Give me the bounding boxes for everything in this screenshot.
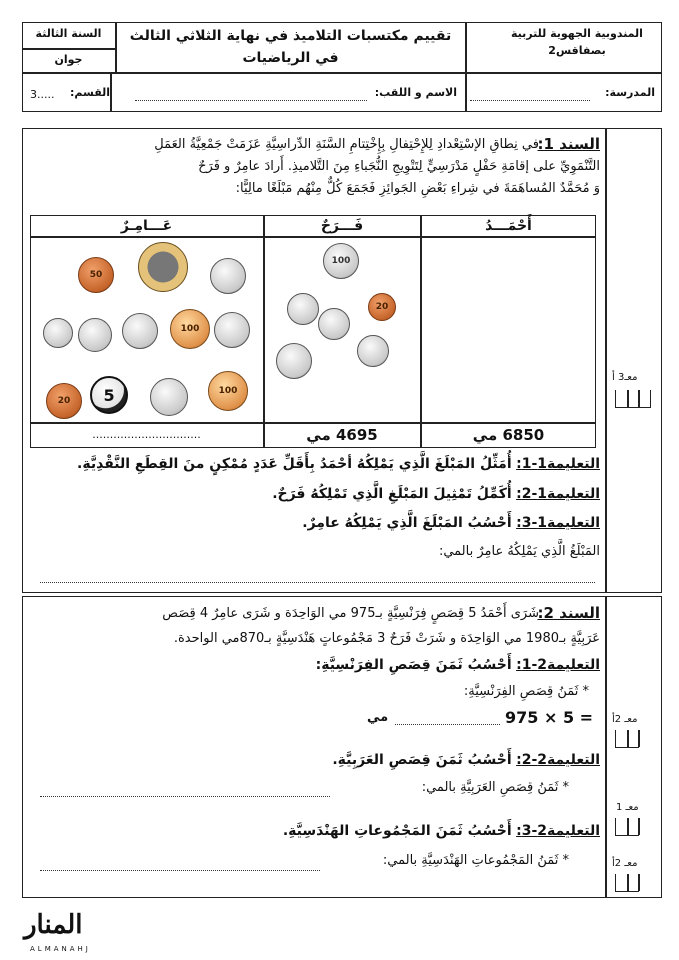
name-label: الاسم و اللقب: — [374, 86, 457, 99]
coin-farah-5 — [357, 335, 389, 367]
instruction-1-3-label: التعليمة1-3: — [516, 515, 600, 531]
coin-amer-5 — [122, 313, 158, 349]
instruction-2-2 — [332, 752, 600, 768]
coin-farah-0: 100 — [323, 243, 359, 279]
month-label: جوان — [54, 53, 83, 66]
section2-score-label-2: معـ 1 — [616, 802, 639, 813]
section1-score-label: معـ3 أ — [612, 372, 638, 383]
section2-score-boxes-3[interactable] — [615, 874, 639, 892]
coin-amer-10: 5 — [90, 376, 128, 414]
amount-ahmed: 6850 مي — [472, 426, 545, 444]
coin-amer-11 — [150, 378, 188, 416]
coin-amer-13: 100 — [208, 371, 248, 411]
exam-subject: في الرياضيات — [242, 50, 339, 66]
section2-text-1: شَرَى أَحْمَدُ 5 قِصَصٍ فِرَنْسِيَّةٍ بـ975 مي الوَاحِدَة و شَرَى عامِرٌ 4 قِصَص — [162, 606, 539, 621]
item-2-1: * ثَمَنُ قِصَصِ الفِرَنْسِيَّةِ: — [463, 684, 589, 699]
coin-farah-2 — [318, 308, 350, 340]
answer-field-2-3[interactable] — [40, 870, 320, 871]
instruction-2-1-text: أَحْسُبُ ثَمَنَ قِصَصِ الفِرَنْسِيَّةِ: — [315, 657, 512, 673]
header-farah: فَـــرَحٌ — [320, 218, 364, 234]
section1-text-3: وَ مُحَمَّدٌ المُساهَمَةَ في شِراءِ بَعْضِ الجَوائِزِ فَجَمَعَ كُلٌّ مِنْهُم مَبْلَغًا مالِيًّا: — [235, 181, 600, 196]
instruction-1-2-label: التعليمة1-2: — [516, 486, 600, 502]
instruction-1-2-text: أُكَمِّلُ تَمْثِيلَ المَبْلَغِ الَّذِي تَمْلِكُهُ فَرَحٌ. — [272, 486, 512, 502]
coin-amer-2 — [210, 258, 246, 294]
instruction-1-3 — [302, 515, 600, 531]
section2-score-label-3: معـ 2أ — [612, 858, 638, 869]
instruction-1-1-label: التعليمة1-1: — [516, 456, 600, 472]
section1-label: السند 1: — [537, 135, 600, 153]
coin-farah-4 — [276, 343, 312, 379]
class-label: القسم: — [70, 86, 111, 99]
section2-score-label-1: معـ 2أ — [612, 714, 638, 725]
school-label: المدرسة: — [605, 86, 655, 99]
instruction-1-1 — [77, 456, 600, 472]
class-value[interactable]: 3..... — [30, 88, 55, 101]
coin-amer-6: 100 — [170, 309, 210, 349]
instruction-1-2 — [272, 486, 600, 502]
exam-title: تقييم مكتسبات التلاميذ في نهاية الثلاثي الثالث — [129, 28, 452, 44]
year-label: السنة الثالثة — [35, 27, 102, 40]
equation-2-1: 975 × 5 = — [505, 708, 594, 727]
region-text: بصفاقس2 — [548, 44, 606, 57]
instruction-2-3 — [283, 823, 600, 839]
name-field[interactable] — [135, 100, 367, 101]
instruction-1-1-text: أُمَثِّلُ المَبْلَغَ الَّذِي يَمْلِكُهُ أحْمَدُ بِأَقَلِّ عَدَدٍ مُمْكِنٍ منَ القِطَعِ النَّقْدِيَّةِ. — [77, 456, 512, 472]
amount-amer-field[interactable]: ............................... — [92, 428, 201, 441]
instruction-2-2-label: التعليمة2-2: — [516, 752, 600, 768]
school-field[interactable] — [470, 100, 590, 101]
section1-text-1: في نِطاقِ الإسْتِعْدادِ لِلإِحْتِفالِ بِإِخْتِتامِ السَّنَةِ الدِّراسِيَّةِ عَزَمَتْ جَمْعِيَّةُ العَمَلِ — [154, 137, 539, 152]
instruction-2-2-text: أَحْسُبُ ثَمَنَ قِصَصِ العَرَبِيَّةِ. — [332, 752, 512, 768]
item-2-3: * ثَمَنُ المَجْمُوعاتِ الهَنْدَسِيَّةِ بالمي: — [382, 853, 569, 868]
section1-score-boxes[interactable] — [615, 390, 651, 408]
header-ahmed: أَحْمَـــدُ — [485, 218, 532, 234]
section2-score-boxes-1[interactable] — [615, 730, 639, 748]
section2-text-2: عَرَبِيَّةٍ بـ1980 مي الوَاحِدَة و شَرَتْ فَرَحٌ 3 مَجْمُوعاتٍ هَنْدَسِيَّةٍ بـ870مي الواحدة. — [173, 631, 600, 646]
coin-amer-0: 50 — [78, 257, 114, 293]
coin-farah-1 — [287, 293, 319, 325]
answer-field-2-1[interactable] — [395, 724, 500, 725]
item-2-2: * ثَمَنُ قِصَصِ العَرَبِيَّةِ بالمي: — [421, 780, 569, 795]
section1-text-2: التَّنْمَوِيِّ على إقامَةِ حَفْلٍ مَدْرَسِيٍّ لِتَتْوِيجِ النُّجَباءِ مِنَ التَّلاميذِ. أَرادَ عامِرٌ و فَرَحٌ — [198, 159, 600, 174]
section2-score-boxes-2[interactable] — [615, 818, 639, 836]
coin-amer-3 — [43, 318, 73, 348]
coin-amer-1 — [138, 242, 188, 292]
coin-amer-7 — [214, 312, 250, 348]
authority-text: المندوبية الجهوية للتربية — [511, 27, 643, 40]
amount-farah: 4695 مي — [306, 426, 378, 444]
answer-field-2-2[interactable] — [40, 796, 330, 797]
instruction-2-3-text: أَحْسُبُ ثَمَنَ المَجْمُوعاتِ الهَنْدَسِيَّةِ. — [282, 823, 512, 839]
header-amer: عَـــامِـرٌ — [120, 218, 173, 234]
footer-logo: المنار — [24, 910, 83, 940]
equation-unit: مي — [367, 710, 389, 725]
instruction-2-1 — [316, 657, 600, 673]
answer-prompt-amer: المَبْلَغُ الَّذِي يَمْلِكُهُ عامِرٌ بالمي: — [438, 544, 600, 559]
section2-label: السند 2: — [537, 604, 600, 622]
footer-logo-sub: ALMANAHJ — [30, 945, 91, 953]
instruction-2-1-label: التعليمة2-1: — [516, 657, 600, 673]
answer-field-amer[interactable] — [40, 582, 595, 583]
coin-farah-3: 20 — [368, 293, 396, 321]
coin-amer-9: 20 — [46, 383, 82, 419]
coin-amer-4 — [78, 318, 112, 352]
instruction-1-3-text: أَحْسُبُ المَبْلَغَ الَّذِي يَمْلِكُهُ عامِرٌ. — [302, 515, 512, 531]
instruction-2-3-label: التعليمة2-3: — [516, 823, 600, 839]
